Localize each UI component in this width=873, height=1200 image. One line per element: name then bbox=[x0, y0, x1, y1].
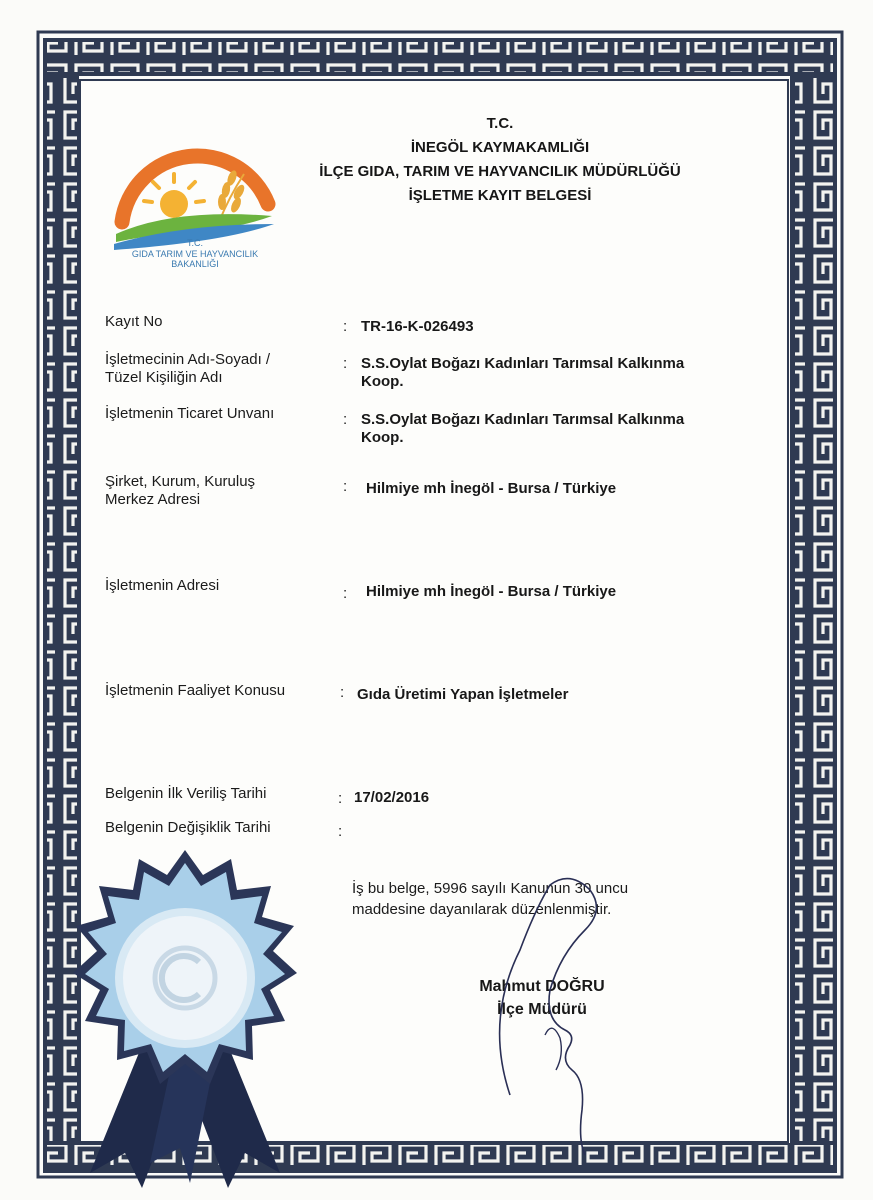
header-line-tc: T.C. bbox=[486, 115, 514, 132]
value-line: S.S.Oylat Boğazı Kadınları Tarımsal Kalkınma bbox=[361, 411, 685, 428]
value-line: Koop. bbox=[361, 429, 404, 446]
note-line: İş bu belge, 5996 sayılı Kanunun 30 uncu bbox=[352, 880, 629, 897]
header-line-mudurluk: İLÇE GIDA, TARIM VE HAYVANCILIK MÜDÜRLÜĞÜ bbox=[319, 163, 681, 180]
logo-caption bbox=[104, 238, 286, 270]
label-line: İşletmenin Ticaret Unvanı bbox=[105, 405, 275, 422]
label-line: İşletmecinin Adı-Soyadı / bbox=[105, 351, 271, 368]
label-line: Kayıt No bbox=[105, 313, 163, 330]
note-line: maddesine dayanılarak düzenlenmiştir. bbox=[352, 901, 612, 918]
label-line: İşletmenin Adresi bbox=[105, 577, 220, 594]
field-colon: : bbox=[343, 318, 348, 335]
signer-title: İlçe Müdürü bbox=[497, 1001, 587, 1018]
field-label-faaliyet-konusu bbox=[105, 682, 285, 700]
field-label-ilk-verilis-tarihi bbox=[105, 785, 266, 803]
field-value-isletme-adresi bbox=[366, 583, 756, 601]
field-colon: : bbox=[343, 355, 348, 372]
field-value-ticaret-unvani bbox=[361, 411, 751, 447]
field-colon: : bbox=[343, 411, 348, 428]
logo-caption-line: GIDA TARIM VE HAYVANCILIK bbox=[131, 248, 259, 259]
field-colon: : bbox=[338, 823, 343, 840]
label-line: Tüzel Kişiliğin Adı bbox=[105, 369, 223, 386]
field-value-faaliyet-konusu bbox=[357, 686, 747, 704]
rosette-seal-icon bbox=[50, 848, 325, 1188]
label-line: Şirket, Kurum, Kuruluş bbox=[105, 473, 256, 490]
label-line: Merkez Adresi bbox=[105, 491, 201, 508]
field-colon: : bbox=[340, 684, 345, 701]
value-line: Gıda Üretimi Yapan İşletmeler bbox=[357, 686, 569, 703]
value-line: S.S.Oylat Boğazı Kadınları Tarımsal Kalkınma bbox=[361, 355, 685, 372]
value-line: 17/02/2016 bbox=[354, 789, 430, 806]
field-label-merkez-adresi bbox=[105, 473, 255, 509]
field-label-kayit-no bbox=[105, 313, 163, 331]
logo-caption-line: T.C. bbox=[186, 238, 203, 248]
field-value-merkez-adresi bbox=[366, 480, 756, 498]
field-label-isletmeci-adi bbox=[105, 351, 270, 387]
logo-caption-line: BAKANLIĞI bbox=[171, 259, 219, 269]
field-value-kayit-no bbox=[361, 318, 751, 336]
field-value-ilk-verilis-tarihi bbox=[354, 789, 744, 807]
field-value-isletmeci-adi bbox=[361, 355, 751, 391]
field-label-degisiklik-tarihi bbox=[105, 819, 271, 837]
value-line: Hilmiye mh İnegöl - Bursa / Türkiye bbox=[366, 480, 617, 497]
value-line: Koop. bbox=[361, 373, 404, 390]
field-colon: : bbox=[343, 478, 348, 495]
value-line: Hilmiye mh İnegöl - Bursa / Türkiye bbox=[366, 583, 617, 600]
value-line: TR-16-K-026493 bbox=[361, 318, 474, 335]
field-label-ticaret-unvani bbox=[105, 405, 274, 423]
signer-name: Mahmut DOĞRU bbox=[479, 978, 605, 995]
document-header bbox=[280, 112, 720, 208]
header-line-kaymakamlik: İNEGÖL KAYMAKAMLIĞI bbox=[410, 139, 590, 156]
field-label-isletme-adresi bbox=[105, 577, 219, 595]
label-line: İşletmenin Faaliyet Konusu bbox=[105, 682, 286, 699]
handwritten-signature-icon bbox=[490, 870, 630, 1160]
field-colon: : bbox=[343, 585, 348, 602]
field-colon: : bbox=[338, 790, 343, 807]
label-line: Belgenin İlk Veriliş Tarihi bbox=[105, 785, 267, 802]
document-title: İŞLETME KAYIT BELGESİ bbox=[408, 187, 592, 204]
label-line: Belgenin Değişiklik Tarihi bbox=[105, 819, 271, 836]
